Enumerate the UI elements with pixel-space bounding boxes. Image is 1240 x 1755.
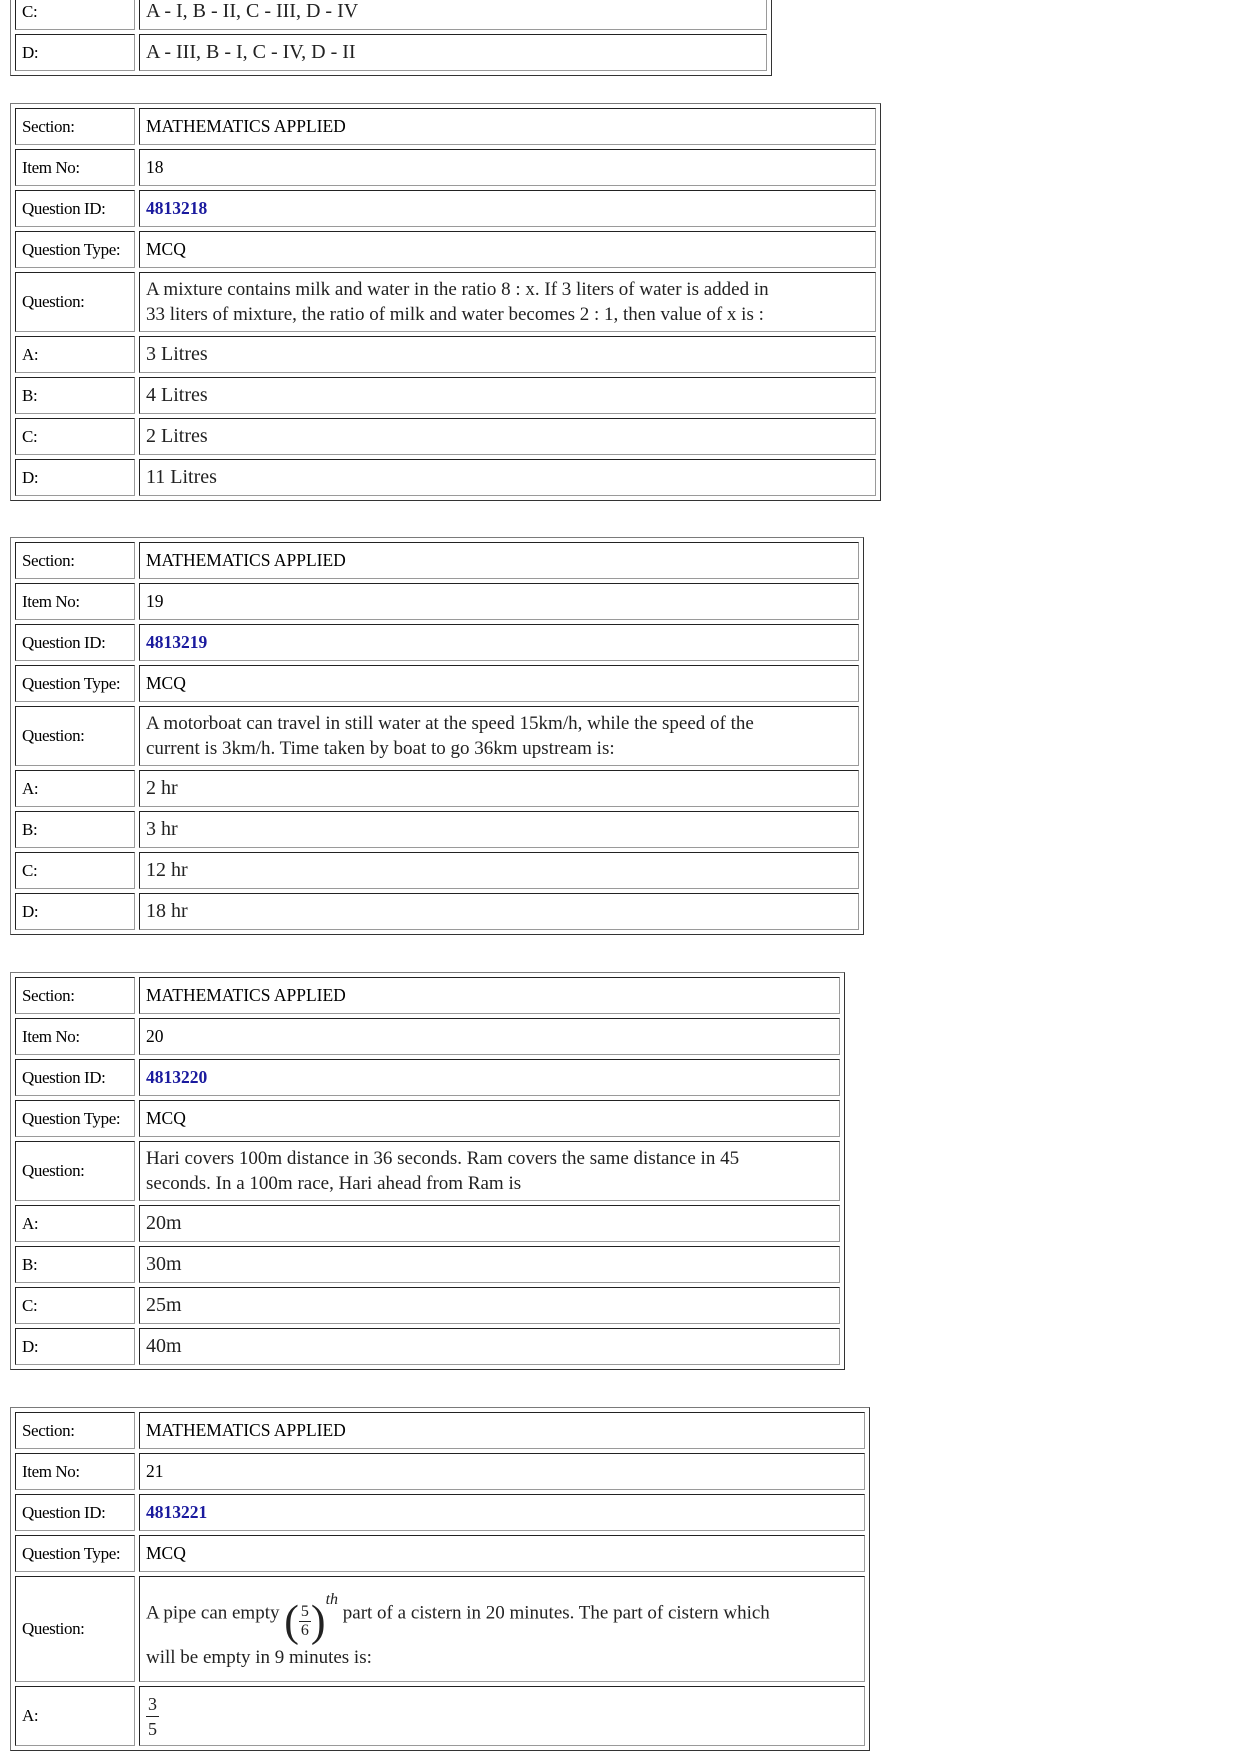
question-type-row (15, 665, 859, 702)
fraction-numerator: 5 (300, 1602, 309, 1620)
question-type-row (15, 231, 876, 268)
question-id-row (15, 190, 876, 227)
fraction-numerator: 3 (146, 1692, 159, 1717)
option-value: 3 hr (139, 811, 859, 848)
option-row-c (15, 1287, 840, 1324)
option-value: 25m (139, 1287, 840, 1324)
question-text-line: A motorboat can travel in still water at the speed 15km/h, while the speed of the (146, 713, 754, 734)
option-label: A: (15, 1205, 135, 1242)
option-row-d (15, 34, 767, 71)
question-text-pre: A pipe can empty (146, 1602, 280, 1624)
option-row-a (15, 336, 876, 373)
section-row (15, 542, 859, 579)
option-row-c (15, 418, 876, 455)
option-value: 4 Litres (139, 377, 876, 414)
question-id-label: Question ID: (15, 624, 135, 661)
section-label: Section: (15, 542, 135, 579)
question-id-value (139, 1059, 840, 1096)
option-value: 2 Litres (139, 418, 876, 455)
option-row-a (15, 770, 859, 807)
section-label: Section: (15, 1412, 135, 1449)
question-text (139, 1141, 840, 1201)
item-no-value: 20 (139, 1018, 840, 1055)
question-id-text: 4813220 (146, 1067, 208, 1087)
section-value: MATHEMATICS APPLIED (139, 977, 840, 1014)
question-type-label: Question Type: (15, 665, 135, 702)
question-type-value: MCQ (139, 231, 876, 268)
item-no-row (15, 583, 859, 620)
question-type-label: Question Type: (15, 1535, 135, 1572)
option-value: 40m (139, 1328, 840, 1365)
option-label: C: (15, 1287, 135, 1324)
option-label: D: (15, 34, 135, 71)
section-label: Section: (15, 977, 135, 1014)
question-type-row (15, 1100, 840, 1137)
question-id-text: 4813221 (146, 1502, 208, 1522)
question-type-label: Question Type: (15, 231, 135, 268)
question-text (139, 1576, 865, 1682)
option-row-d (15, 893, 859, 930)
item-no-label: Item No: (15, 149, 135, 186)
fraction-expression: ( $\frac{5}{6}$ )$^{th}$ (284, 1590, 339, 1646)
option-label: C: (15, 0, 135, 30)
item-no-value: 21 (139, 1453, 865, 1490)
fraction (299, 1603, 311, 1640)
option-fraction (146, 1692, 159, 1741)
option-value: 3 Litres (139, 336, 876, 373)
section-row (15, 977, 840, 1014)
section-value: MATHEMATICS APPLIED (139, 542, 859, 579)
fraction-denominator: 6 (300, 1621, 309, 1639)
question-label: Question: (15, 1141, 135, 1201)
question-table-20 (10, 972, 845, 1370)
question-label: Question: (15, 1576, 135, 1682)
question-row (15, 272, 876, 332)
item-no-label: Item No: (15, 1018, 135, 1055)
section-value: MATHEMATICS APPLIED (139, 1412, 865, 1449)
question-id-text: 4813219 (146, 632, 208, 652)
item-no-row (15, 1018, 840, 1055)
question-text (139, 706, 859, 766)
option-label: C: (15, 418, 135, 455)
option-label: B: (15, 1246, 135, 1283)
option-value (139, 1686, 865, 1746)
question-row (15, 1576, 865, 1682)
question-id-text: 4813218 (146, 198, 208, 218)
question-row (15, 1141, 840, 1201)
question-row (15, 706, 859, 766)
option-label: D: (15, 893, 135, 930)
option-label: A: (15, 336, 135, 373)
question-id-value (139, 1494, 865, 1531)
option-value: A - I, B - II, C - III, D - IV (139, 0, 767, 30)
question-id-label: Question ID: (15, 1494, 135, 1531)
option-row-d (15, 1328, 840, 1365)
option-value: 12 hr (139, 852, 859, 889)
question-table-19 (10, 537, 864, 935)
question-id-label: Question ID: (15, 190, 135, 227)
question-id-row (15, 1059, 840, 1096)
item-no-value: 18 (139, 149, 876, 186)
item-no-label: Item No: (15, 583, 135, 620)
question-text-line: Hari covers 100m distance in 36 seconds. Ram covers the same distance in 45 (146, 1148, 740, 1169)
question-table-17-partial (10, 0, 772, 76)
question-label: Question: (15, 706, 135, 766)
option-row-c (15, 852, 859, 889)
question-type-value: MCQ (139, 1100, 840, 1137)
option-label: C: (15, 852, 135, 889)
question-text-line: 33 liters of mixture, the ratio of milk and water becomes 2 : 1, then value of x is : (146, 304, 764, 325)
option-value: A - III, B - I, C - IV, D - II (139, 34, 767, 71)
question-id-label: Question ID: (15, 1059, 135, 1096)
question-type-label: Question Type: (15, 1100, 135, 1137)
option-row-a (15, 1205, 840, 1242)
section-row (15, 108, 876, 145)
option-label: B: (15, 377, 135, 414)
option-value: 20m (139, 1205, 840, 1242)
section-row (15, 1412, 865, 1449)
option-value: 11 Litres (139, 459, 876, 496)
question-id-value (139, 190, 876, 227)
option-label: A: (15, 1686, 135, 1746)
item-no-label: Item No: (15, 1453, 135, 1490)
option-row-c (15, 0, 767, 30)
question-id-row (15, 624, 859, 661)
fraction-denominator: 5 (148, 1718, 157, 1739)
item-no-row (15, 149, 876, 186)
section-label: Section: (15, 108, 135, 145)
question-table-18 (10, 103, 881, 501)
option-row-b (15, 1246, 840, 1283)
question-text (139, 272, 876, 332)
option-label: D: (15, 459, 135, 496)
question-type-value: MCQ (139, 1535, 865, 1572)
question-type-value: MCQ (139, 665, 859, 702)
option-row-b (15, 811, 859, 848)
option-label: B: (15, 811, 135, 848)
option-row-d (15, 459, 876, 496)
option-value: 18 hr (139, 893, 859, 930)
question-table-21 (10, 1407, 870, 1751)
question-text-post: part of a cistern in 20 minutes. The part of cistern which (342, 1602, 770, 1624)
question-label: Question: (15, 272, 135, 332)
section-value: MATHEMATICS APPLIED (139, 108, 876, 145)
question-text-line: seconds. In a 100m race, Hari ahead from Ram is (146, 1173, 522, 1194)
option-row-a (15, 1686, 865, 1746)
option-value: 2 hr (139, 770, 859, 807)
superscript: th (325, 1590, 339, 1608)
option-label: D: (15, 1328, 135, 1365)
question-text-line: A mixture contains milk and water in the ratio 8 : x. If 3 liters of water is added in (146, 279, 769, 300)
option-label: A: (15, 770, 135, 807)
option-row-b (15, 377, 876, 414)
question-type-row (15, 1535, 865, 1572)
question-text-line: will be empty in 9 minutes is: (146, 1647, 372, 1669)
question-id-row (15, 1494, 865, 1531)
item-no-value: 19 (139, 583, 859, 620)
question-id-value (139, 624, 859, 661)
item-no-row (15, 1453, 865, 1490)
question-text-line: current is 3km/h. Time taken by boat to go 36km upstream is: (146, 738, 615, 759)
option-value: 30m (139, 1246, 840, 1283)
